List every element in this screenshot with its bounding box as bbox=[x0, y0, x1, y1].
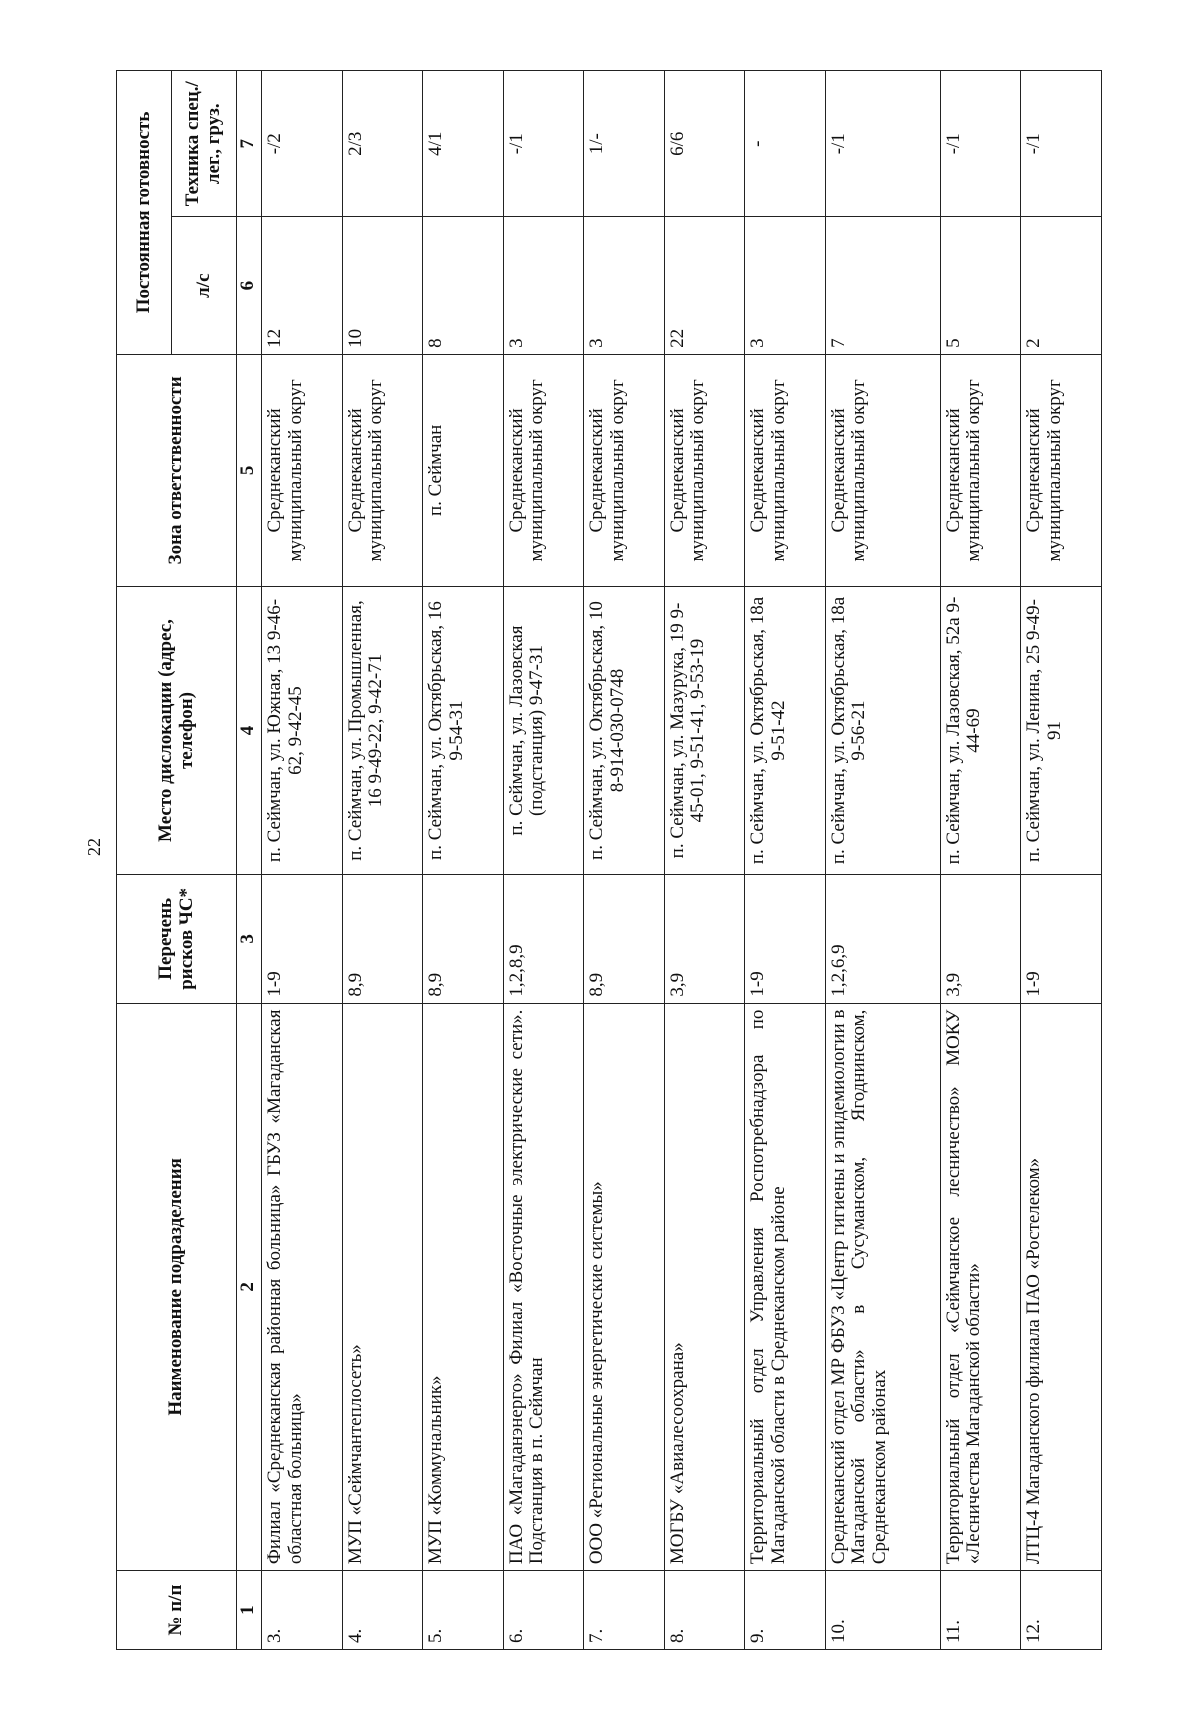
staff-cell: 10 bbox=[342, 217, 423, 354]
column-number: 2 bbox=[237, 1003, 262, 1571]
unit-name-cell: ЛТЦ-4 Магаданского филиала ПАО «Ростелеком» bbox=[1021, 1003, 1102, 1571]
staff-cell: 3 bbox=[503, 217, 584, 354]
header-unit-name: Наименование подразделения bbox=[117, 1003, 237, 1571]
location-cell: п. Сеймчан, ул. Октябрьская, 18а 9-56-21 bbox=[825, 586, 940, 874]
risks-cell: 8,9 bbox=[584, 875, 665, 1003]
location-cell: п. Сеймчан, ул. Лазовская, 52а 9-44-69 bbox=[940, 586, 1021, 874]
table-row bbox=[584, 71, 665, 1650]
row-number-cell: 11. bbox=[940, 1571, 1021, 1650]
header-readiness-group: Постоянная готовность bbox=[117, 71, 172, 355]
column-numbers-row bbox=[237, 71, 262, 1650]
unit-name-cell: МУП «Сеймчантеплосеть» bbox=[342, 1003, 423, 1571]
unit-name-cell: МОГБУ «Авиалесоохрана» bbox=[664, 1003, 745, 1571]
units-table bbox=[116, 70, 1102, 1650]
table-row bbox=[825, 71, 940, 1650]
row-number-cell: 12. bbox=[1021, 1571, 1102, 1650]
table-row bbox=[262, 71, 343, 1650]
risks-cell: 1-9 bbox=[1021, 875, 1102, 1003]
row-number-cell: 4. bbox=[342, 1571, 423, 1650]
risks-cell: 8,9 bbox=[423, 875, 504, 1003]
equipment-cell: - bbox=[745, 71, 826, 217]
row-number-cell: 9. bbox=[745, 1571, 826, 1650]
header-equipment: Техника спец./лег., груз. bbox=[172, 71, 237, 217]
rotated-table-area bbox=[116, 70, 1102, 1650]
row-number-cell: 8. bbox=[664, 1571, 745, 1650]
equipment-cell: -/1 bbox=[1021, 71, 1102, 217]
header-zone: Зона ответственности bbox=[117, 354, 237, 586]
risks-cell: 3,9 bbox=[664, 875, 745, 1003]
header-risks: Перечень рисков ЧС* bbox=[117, 875, 237, 1003]
column-number: 4 bbox=[237, 586, 262, 874]
header-location: Место дислокации (адрес, телефон) bbox=[117, 586, 237, 874]
table-row bbox=[342, 71, 423, 1650]
column-number: 1 bbox=[237, 1571, 262, 1650]
zone-cell: Среднеканский муниципальный округ bbox=[342, 354, 423, 586]
header-number: № п/п bbox=[117, 1571, 237, 1650]
zone-cell: п. Сеймчан bbox=[423, 354, 504, 586]
staff-cell: 7 bbox=[825, 217, 940, 354]
zone-cell: Среднеканский муниципальный округ bbox=[584, 354, 665, 586]
equipment-cell: 2/3 bbox=[342, 71, 423, 217]
zone-cell: Среднеканский муниципальный округ bbox=[503, 354, 584, 586]
equipment-cell: 6/6 bbox=[664, 71, 745, 217]
table-row bbox=[745, 71, 826, 1650]
table-row bbox=[664, 71, 745, 1650]
staff-cell: 8 bbox=[423, 217, 504, 354]
equipment-cell: 1/- bbox=[584, 71, 665, 217]
equipment-cell: -/1 bbox=[940, 71, 1021, 217]
zone-cell: Среднеканский муниципальный округ bbox=[940, 354, 1021, 586]
zone-cell: Среднеканский муниципальный округ bbox=[262, 354, 343, 586]
location-cell: п. Сеймчан, ул. Южная, 13 9-46-62, 9-42-45 bbox=[262, 586, 343, 874]
location-cell: п. Сеймчан, ул. Октябрьская, 18а 9-51-42 bbox=[745, 586, 826, 874]
column-number: 7 bbox=[237, 71, 262, 217]
zone-cell: Среднеканский муниципальный округ bbox=[825, 354, 940, 586]
risks-cell: 1-9 bbox=[262, 875, 343, 1003]
table-row bbox=[423, 71, 504, 1650]
page-number: 22 bbox=[84, 838, 104, 856]
staff-cell: 22 bbox=[664, 217, 745, 354]
column-number: 5 bbox=[237, 354, 262, 586]
location-cell: п. Сеймчан, ул. Мазурука, 19 9-45-01, 9-51-41, 9-53-19 bbox=[664, 586, 745, 874]
unit-name-cell: Среднеканский отдел МР ФБУЗ «Центр гигиены и эпидемиологии в Магаданской области» в Сусуманском, Ягоднинском, Среднеканском районах bbox=[825, 1003, 940, 1571]
column-number: 3 bbox=[237, 875, 262, 1003]
table-row bbox=[940, 71, 1021, 1650]
location-cell: п. Сеймчан, ул. Октябрьская, 10 8-914-030-0748 bbox=[584, 586, 665, 874]
unit-name-cell: ПАО «Магаданэнерго» Филиал «Восточные электрические сети». Подстанция в п. Сеймчан bbox=[503, 1003, 584, 1571]
risks-cell: 1,2,6,9 bbox=[825, 875, 940, 1003]
risks-cell: 1,2,8,9 bbox=[503, 875, 584, 1003]
row-number-cell: 7. bbox=[584, 1571, 665, 1650]
unit-name-cell: Территориальный отдел Управления Роспотребнадзора по Магаданской области в Среднеканском районе bbox=[745, 1003, 826, 1571]
equipment-cell: -/2 bbox=[262, 71, 343, 217]
location-cell: п. Сеймчан, ул. Ленина, 25 9-49-91 bbox=[1021, 586, 1102, 874]
row-number-cell: 5. bbox=[423, 1571, 504, 1650]
risks-cell: 8,9 bbox=[342, 875, 423, 1003]
unit-name-cell: Территориальный отдел «Сеймчанское лесничество» МОКУ «Лесничества Магаданской области» bbox=[940, 1003, 1021, 1571]
staff-cell: 3 bbox=[745, 217, 826, 354]
location-cell: п. Сеймчан, ул. Промышленная, 16 9-49-22, 9-42-71 bbox=[342, 586, 423, 874]
risks-cell: 1-9 bbox=[745, 875, 826, 1003]
row-number-cell: 3. bbox=[262, 1571, 343, 1650]
header-staff: л/с bbox=[172, 217, 237, 354]
unit-name-cell: ООО «Региональные энергетические системы» bbox=[584, 1003, 665, 1571]
table-row bbox=[503, 71, 584, 1650]
equipment-cell: -/1 bbox=[503, 71, 584, 217]
equipment-cell: -/1 bbox=[825, 71, 940, 217]
location-cell: п. Сеймчан, ул. Лазовская (подстанция) 9-47-31 bbox=[503, 586, 584, 874]
staff-cell: 3 bbox=[584, 217, 665, 354]
location-cell: п. Сеймчан, ул. Октябрьская, 16 9-54-31 bbox=[423, 586, 504, 874]
row-number-cell: 10. bbox=[825, 1571, 940, 1650]
unit-name-cell: Филиал «Среднеканская районная больница» ГБУЗ «Магаданская областная больница» bbox=[262, 1003, 343, 1571]
zone-cell: Среднеканский муниципальный округ bbox=[664, 354, 745, 586]
staff-cell: 12 bbox=[262, 217, 343, 354]
staff-cell: 2 bbox=[1021, 217, 1102, 354]
zone-cell: Среднеканский муниципальный округ bbox=[1021, 354, 1102, 586]
equipment-cell: 4/1 bbox=[423, 71, 504, 217]
table-row bbox=[1021, 71, 1102, 1650]
zone-cell: Среднеканский муниципальный округ bbox=[745, 354, 826, 586]
column-number: 6 bbox=[237, 217, 262, 354]
staff-cell: 5 bbox=[940, 217, 1021, 354]
unit-name-cell: МУП «Коммунальник» bbox=[423, 1003, 504, 1571]
row-number-cell: 6. bbox=[503, 1571, 584, 1650]
risks-cell: 3,9 bbox=[940, 875, 1021, 1003]
